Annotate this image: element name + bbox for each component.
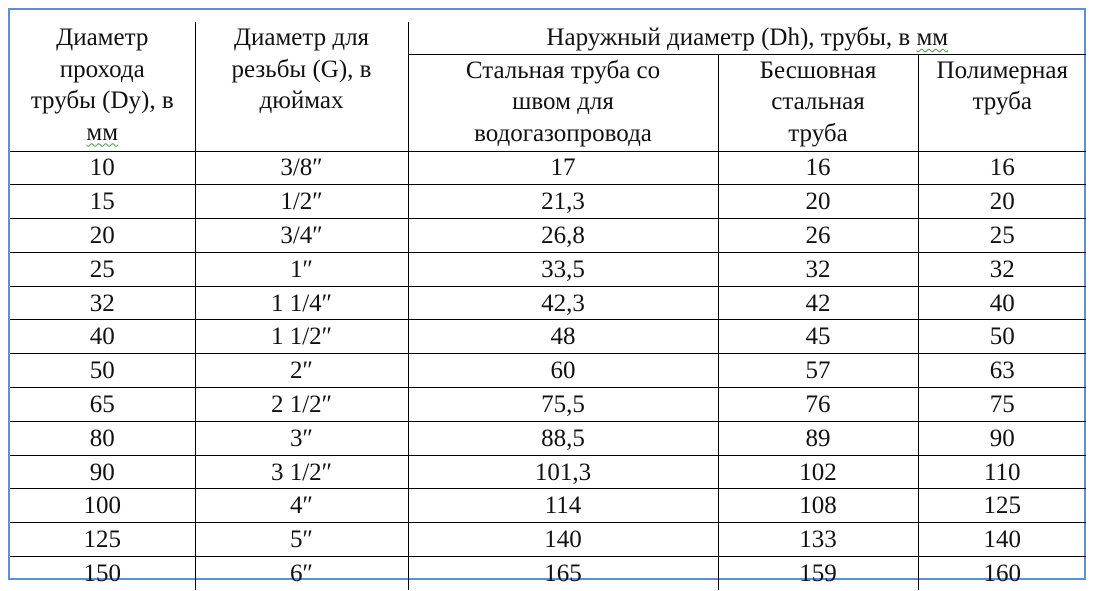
cell-dy: 100 xyxy=(10,489,195,523)
cell-thread: 2″ xyxy=(195,354,408,388)
cell-dy: 50 xyxy=(10,354,195,388)
cell-polymer: 140 xyxy=(918,523,1086,557)
cell-polymer: 25 xyxy=(918,219,1086,253)
header-dy-line-3: трубы (Dy), в xyxy=(30,87,174,114)
cell-polymer: 90 xyxy=(918,421,1086,455)
cell-seamless: 42 xyxy=(718,286,918,320)
cell-polymer: 75 xyxy=(918,388,1086,422)
cell-thread: 1″ xyxy=(195,252,408,286)
header-dy-line-4: мм xyxy=(86,118,119,146)
cell-polymer: 63 xyxy=(918,354,1086,388)
cell-polymer: 20 xyxy=(918,185,1086,219)
cell-seamless: 133 xyxy=(718,523,918,557)
cell-steel-seam: 60 xyxy=(408,354,718,388)
cell-thread: 2 1/2″ xyxy=(195,388,408,422)
cell-steel-seam: 42,3 xyxy=(408,286,718,320)
cell-steel-seam: 88,5 xyxy=(408,421,718,455)
cell-polymer: 40 xyxy=(918,286,1086,320)
header-seamless-line-2: стальная xyxy=(771,88,865,115)
cell-thread: 3/8″ xyxy=(195,151,408,185)
cell-dy: 32 xyxy=(10,286,195,320)
cell-polymer: 110 xyxy=(918,455,1086,489)
cell-seamless: 26 xyxy=(718,219,918,253)
cell-seamless: 76 xyxy=(718,388,918,422)
cell-thread: 1/2″ xyxy=(195,185,408,219)
header-steel-line-2: швом для xyxy=(512,88,614,115)
cell-dy: 20 xyxy=(10,219,195,253)
table-row xyxy=(10,421,1086,455)
cell-steel-seam: 21,3 xyxy=(408,185,718,219)
table-row xyxy=(10,455,1086,489)
cell-thread: 6″ xyxy=(195,557,408,590)
cell-steel-seam: 140 xyxy=(408,523,718,557)
cell-dy: 90 xyxy=(10,455,195,489)
cell-thread: 3/4″ xyxy=(195,219,408,253)
header-polymer-line-2: труба xyxy=(972,88,1032,115)
cell-seamless: 57 xyxy=(718,354,918,388)
cell-polymer: 160 xyxy=(983,559,1021,587)
header-seamless-line-3: труба xyxy=(788,119,848,147)
cell-steel-seam: 33,5 xyxy=(408,252,718,286)
cell-steel-seam: 165 xyxy=(408,557,718,590)
cell-seamless: 159 xyxy=(718,557,918,590)
table-row xyxy=(10,151,1086,185)
header-steel-line-3: водогазопровода xyxy=(474,119,652,147)
cell-steel-seam: 48 xyxy=(408,320,718,354)
table-row xyxy=(10,489,1086,523)
pipe-diameter-table xyxy=(10,22,1086,590)
cell-dy: 15 xyxy=(10,185,195,219)
header-dy-line-1: Диаметр xyxy=(56,24,149,51)
cell-seamless: 108 xyxy=(718,489,918,523)
cell-dy: 125 xyxy=(10,523,195,557)
header-steel-line-1: Стальная труба со xyxy=(465,56,661,84)
header-outer-unit: мм xyxy=(916,24,949,51)
header-g-line-3: дюймах xyxy=(259,87,344,114)
table-row xyxy=(10,252,1086,286)
header-seamless-pipe xyxy=(718,54,918,151)
table-row xyxy=(10,219,1086,253)
header-polymer-line-1: Полимерная xyxy=(936,56,1068,84)
table-row xyxy=(10,388,1086,422)
cell-dy: 25 xyxy=(10,252,195,286)
table-row xyxy=(10,557,1086,590)
cell-steel-seam: 101,3 xyxy=(408,455,718,489)
cell-steel-seam: 75,5 xyxy=(408,388,718,422)
header-outer-diameter xyxy=(408,22,1086,54)
header-g-line-2: резьбы (G), в xyxy=(231,55,372,83)
cell-dy: 10 xyxy=(10,151,195,185)
cell-thread: 1 1/2″ xyxy=(195,320,408,354)
cell-thread: 4″ xyxy=(195,489,408,523)
cell-thread: 1 1/4″ xyxy=(195,286,408,320)
header-steel-seam-pipe xyxy=(408,54,718,151)
cell-polymer: 50 xyxy=(918,320,1086,354)
cell-thread: 3 1/2″ xyxy=(195,455,408,489)
cell-dy: 80 xyxy=(10,421,195,455)
header-seamless-line-1: Бесшовная xyxy=(759,56,877,84)
cell-thread: 5″ xyxy=(195,523,408,557)
cell-seamless: 102 xyxy=(718,455,918,489)
table-row xyxy=(10,523,1086,557)
cell-seamless: 16 xyxy=(718,151,918,185)
cell-seamless: 45 xyxy=(718,320,918,354)
table-row xyxy=(10,354,1086,388)
cell-steel-seam: 26,8 xyxy=(408,219,718,253)
table-row xyxy=(10,320,1086,354)
cell-polymer: 16 xyxy=(918,151,1086,185)
header-outer-text: Наружный диаметр (Dh), трубы, в xyxy=(546,24,917,51)
cell-seamless: 89 xyxy=(718,421,918,455)
header-g-line-1: Диаметр для xyxy=(233,24,370,51)
table-row xyxy=(10,185,1086,219)
cell-steel-seam: 114 xyxy=(408,489,718,523)
cell-thread: 3″ xyxy=(195,421,408,455)
cell-polymer: 32 xyxy=(918,252,1086,286)
cell-dy: 65 xyxy=(10,388,195,422)
header-dy-line-2: прохода xyxy=(59,55,145,83)
cell-seamless: 32 xyxy=(718,252,918,286)
table-row xyxy=(10,286,1086,320)
header-nominal-diameter xyxy=(10,22,195,151)
header-thread-diameter xyxy=(195,22,408,151)
cell-seamless: 20 xyxy=(718,185,918,219)
cell-dy: 150 xyxy=(10,557,195,590)
header-polymer-pipe xyxy=(918,54,1086,151)
cell-dy: 40 xyxy=(10,320,195,354)
cell-polymer: 125 xyxy=(918,489,1086,523)
cell-steel-seam: 17 xyxy=(408,151,718,185)
